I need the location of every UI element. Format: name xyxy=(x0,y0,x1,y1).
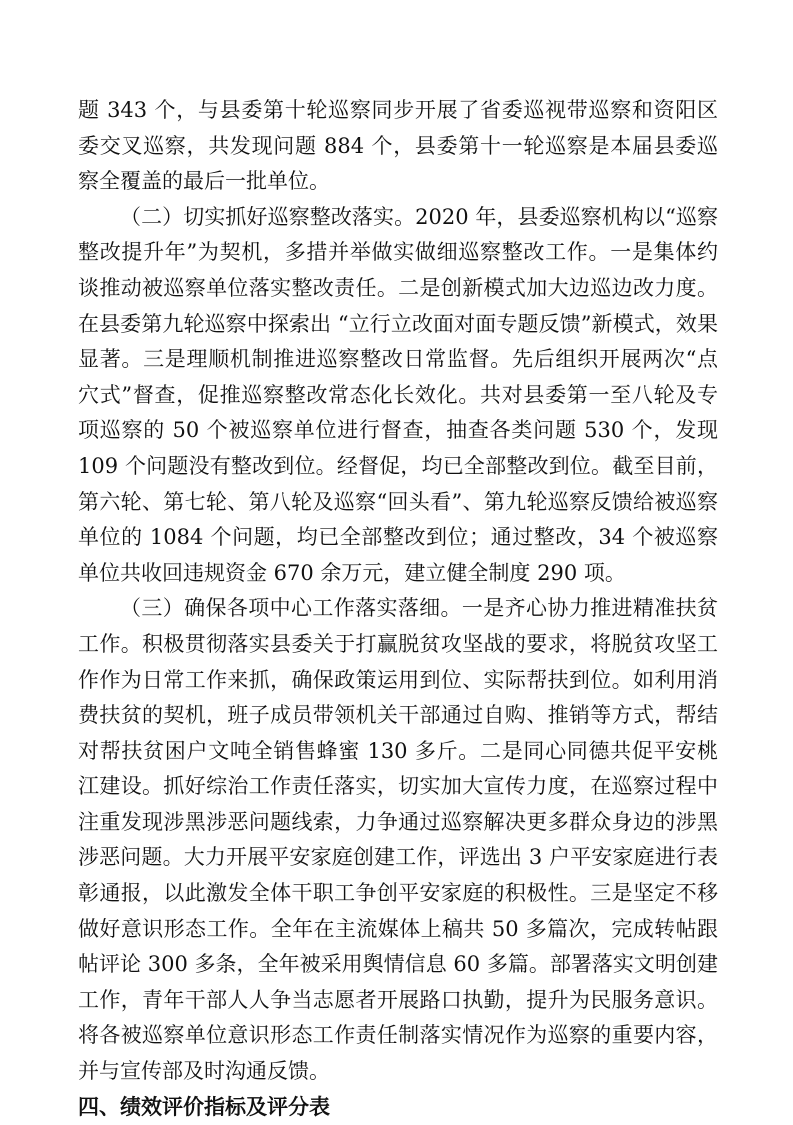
paragraph-central-work: （三）确保各项中心工作落实落细。一是齐心协力推进精准扶贫工作。积极贯彻落实县委关于打赢脱贫攻坚战的要求，将脱贫攻坚工作作为日常工作来抓，确保政策运用到位、实际帮扶到位。如利用消费扶贫的契机，班子成员带领机关干部通过自购、推销等方式，帮结对帮扶贫困户文吨全销售蜂蜜 130 多斤。二是同心同德共促平安桃江建设。抓好综治工作责任落实，切实加大宣传力度，在巡察过程中注重发现涉黑涉恶问题线索，力争通过巡察解决更多群众身边的涉黑涉恶问题。大力开展平安家庭创建工作，评选出 3 户平安家庭进行表彰通报，以此激发全体干职工争创平安家庭的积极性。三是坚定不移做好意识形态工作。全年在主流媒体上稿共 50 多篇次，完成转帖跟帖评论 300 多条，全年被采用舆情信息 60 多篇。部署落实文明创建工作，青年干部人人争当志愿者开展路口执勤，提升为民服务意识。将各被巡察单位意识形态工作责任制落实情况作为巡察的重要内容，并与宣传部及时沟通反馈。 xyxy=(78,596,718,1084)
paragraph-rectification: （二）切实抓好巡察整改落实。2020 年，县委巡察机构以“巡察整改提升年”为契机，多措并举做实做细巡察整改工作。一是集体约谈推动被巡察单位落实整改责任。二是创新模式加大边巡边改力度。在县委第九轮巡察中探索出 “立行立改面对面专题反馈”新模式，效果显著。三是理顺机制推进巡察整改日常监督。先后组织开展两次“点穴式”督查，促推巡察整改常态化长效化。共对县委第一至八轮及专项巡察的 50 个被巡察单位进行督查，抽查各类问题 530 个，发现 109 个问题没有整改到位。经督促，均已全部整改到位。截至目前，第六轮、第七轮、第八轮及巡察“回头看”、第九轮巡察反馈给被巡察单位的 1084 个问题，均已全部整改到位；通过整改，34 个被巡察单位共收回违规资金 670 余万元，建立健全制度 290 项。 xyxy=(78,204,718,585)
document-body xyxy=(78,93,718,1125)
section-heading: 四、绩效评价指标及评分表 xyxy=(78,1094,330,1119)
paragraph-continuation: 题 343 个，与县委第十轮巡察同步开展了省委巡视带巡察和资阳区委交叉巡察，共发现问题 884 个，县委第十一轮巡察是本届县委巡察全覆盖的最后一批单位。 xyxy=(78,98,718,194)
